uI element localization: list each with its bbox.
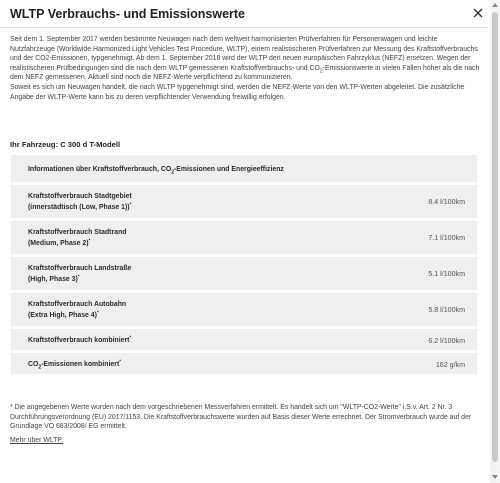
row-value: 5.8 l/100km bbox=[428, 306, 465, 314]
footnote: * Die angegebenen Werte wurden nach dem vorgeschriebenen Messverfahren ermittelt. Es handelt sich um "WLTP-CO2-Werte" i.S.v. Art. 2 Nr. 3 Durchführungsverordnung (EU) 2017/1153. Die Kraftstoffverbrauchswerte wurden auf Basis dieser Werte errechnet. Der Stromverbrauch wurde auf der Grundlage VO 683/2008/ EG ermittelt. bbox=[10, 404, 472, 431]
close-icon[interactable] bbox=[470, 5, 486, 21]
table-row bbox=[11, 257, 477, 293]
table-row-combined bbox=[11, 329, 477, 353]
table-row bbox=[11, 221, 477, 257]
row-value: 8.4 l/100km bbox=[428, 198, 465, 206]
dialog-title: WLTP Verbrauchs- und Emissionswerte bbox=[10, 7, 246, 21]
dialog-header bbox=[0, 0, 488, 28]
table-header: Informationen über Kraftstoffverbrauch, $CO_2$-Emissionen und Energieeffizienz bbox=[11, 155, 477, 185]
row-label: Kraftstoffverbrauch Landstraße (High, Phase 3)* bbox=[28, 265, 132, 283]
row-label: $CO_2$-Emissionen kombiniert* bbox=[28, 358, 121, 371]
scroll-down-icon[interactable] bbox=[492, 475, 498, 479]
consumption-table bbox=[11, 155, 477, 377]
intro-paragraph-1: Seit dem 1. September 2017 werden bestimmte Neuwagen nach dem weltweit harmonisierten Prüfverfahren für Personenwagen und leichte Nutzfahrzeuge (Worldwide Harmonized Light Vehicles Test Procedure, WLTP), einem realistischeren Prüfverfahren zur Messung des Kraftstoffverbrauchs und der CO2-Emissionen, typgenehmigt. Ab dem 1. September 2018 wird der WLTP den neuen europäischen Fahrzyklus (NEFZ) ersetzen. Wegen der realistischeren Prüfbedingungen sind die nach dem WLTP gemessenen Kraftstoffverbrauchs- und $CO_2$-Emissionswerte in vielen Fällen höher als die nach dem NEFZ gemessenen. Aktuell sind noch die NEFZ-Werte verpflichtend zu kommunizieren. bbox=[10, 36, 480, 82]
row-label: Kraftstoffverbrauch Stadtrand (Medium, Phase 2)* bbox=[28, 229, 127, 247]
table-row bbox=[11, 293, 477, 329]
intro-text bbox=[10, 35, 480, 102]
scroll-up-icon[interactable] bbox=[492, 3, 498, 7]
vehicle-label: Ihr Fahrzeug: C 300 d T-Modell bbox=[10, 140, 121, 149]
row-label: Kraftstoffverbrauch kombiniert* bbox=[28, 334, 132, 344]
row-label: Kraftstoffverbrauch Autobahn (Extra High, Phase 4)* bbox=[28, 301, 127, 319]
row-value: 7.1 l/100km bbox=[428, 234, 465, 242]
scrollbar-thumb[interactable] bbox=[492, 12, 498, 462]
row-value: 6.2 l/100km bbox=[428, 337, 465, 345]
row-label: Kraftstoffverbrauch Stadtgebiet (innerstädtisch (Low, Phase 1))* bbox=[28, 193, 132, 211]
intro-paragraph-2: Soweit es sich um Neuwagen handelt, die nach WLTP typgenehmigt sind, werden die NEFZ-Werte von den WLTP-Werten abgeleitet. Die zusätzliche Angabe der WLTP-Werte kann bis zu deren verpflichtender Verwendung freiwillig erfolgen. bbox=[10, 83, 465, 101]
table-row bbox=[11, 185, 477, 221]
row-value: 5.1 l/100km bbox=[428, 270, 465, 278]
table-row-co2 bbox=[11, 353, 477, 377]
more-about-wltp-link[interactable]: Mehr über WLTP. bbox=[10, 437, 63, 444]
row-value: 162 g/km bbox=[435, 361, 465, 369]
scrollbar[interactable] bbox=[490, 0, 500, 483]
dialog-content[interactable] bbox=[0, 29, 488, 483]
